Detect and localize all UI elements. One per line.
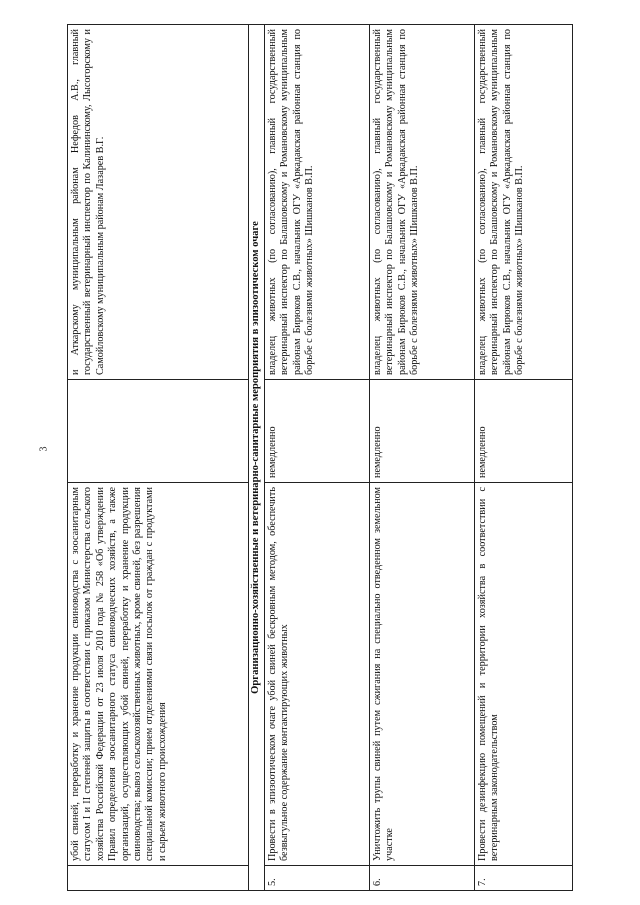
table-row bbox=[265, 25, 370, 891]
measure-cell: Провести дезинфекцию помещений и территории хозяйства в соответствии с ветеринарным законодательством bbox=[475, 483, 573, 866]
measures-table bbox=[67, 24, 573, 891]
deadline-cell: немедленно bbox=[475, 380, 573, 483]
measure-cell: Провести в эпизоотическом очаге убой свиней бескровным методом, обеспечить безвыгульное содержание контактирующих животных bbox=[265, 483, 370, 866]
table-row bbox=[475, 25, 573, 891]
measure-cell: Уничтожить трупы свиней путем сжигания на специально отведенном земельном участке bbox=[370, 483, 475, 866]
row-number-cell: 5. bbox=[265, 866, 370, 891]
section-title: Организационно-хозяйственные и ветеринарно-санитарные мероприятия в эпизоотическом очаге bbox=[249, 25, 265, 891]
table-row bbox=[370, 25, 475, 891]
section-header-row bbox=[249, 25, 265, 891]
measure-cell: убой свиней, переработку и хранение продукции свиноводства с зоосанитарным статусом I и II степеней защиты в соответствии с приказом Министерства сельского хозяйства Российской Федерации от 23 июля 2010 года № 258 «Об утверждении Правил определения зоосанитарного статуса свиноводческих хозяйств, а также организаций, осуществляющих убой свиней, переработку и хранение продукции свиноводства; вывоз сельскохозяйственных животных, кроме свиней, без разрешения специальной комиссии; прием отделениями связи посылок от граждан с продуктами и сырьем животного происхождения bbox=[68, 483, 249, 866]
page-number: 3 bbox=[38, 446, 50, 452]
row-number-cell bbox=[68, 866, 249, 891]
responsible-cell: владелец животных (по согласованию), главный государственный ветеринарный инспектор по Балашовскому и Романовскому муниципальным районам Бирюков С.В., начальник ОГУ «Аркадакская районная станция по борьбе с болезнями животных» Шишканов В.П. bbox=[265, 25, 370, 380]
deadline-cell: немедленно bbox=[265, 380, 370, 483]
responsible-cell: владелец животных (по согласованию), главный государственный ветеринарный инспектор по Балашовскому и Романовскому муниципальным районам Бирюков С.В., начальник ОГУ «Аркадакская районная станция по борьбе с болезнями животных» Шишканов В.П. bbox=[475, 25, 573, 380]
row-number-cell: 6. bbox=[370, 866, 475, 891]
deadline-cell: немедленно bbox=[370, 380, 475, 483]
row-number-cell: 7. bbox=[475, 866, 573, 891]
deadline-cell bbox=[68, 380, 249, 483]
table-row bbox=[68, 25, 249, 891]
responsible-cell: и Аткарскому муниципальным районам Нефедов А.В., главный государственный ветеринарный инспектор по Калининскому, Лысогорскому и Самойловскому муниципальным районам Лазарев В.Г. bbox=[68, 25, 249, 380]
responsible-cell: владелец животных (по согласованию), главный государственный ветеринарный инспектор по Балашовскому и Романовскому муниципальным районам Бирюков С.В., начальник ОГУ «Аркадакская районная станция по борьбе с болезнями животных» Шишканов В.П. bbox=[370, 25, 475, 380]
rotated-table-container bbox=[67, 25, 572, 891]
